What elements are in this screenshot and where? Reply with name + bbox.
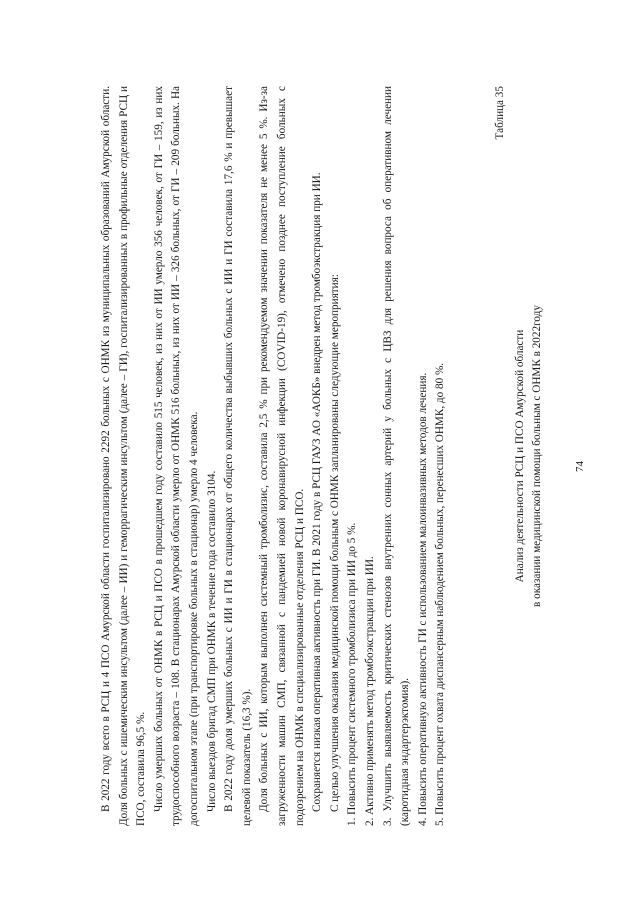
paragraph: В 2022 году всего в РСЦ и 4 ПСО Амурской области госпитализировано 2292 больных с ОНМК из муниципальных образований Амурской области. Доля больных с ишемическим инсультом (далее – ИИ) и геморрагическим инсультом (далее – ГИ), госпитализированных в профильные отделения РСЦ и ПСО, составила 96,5 %. [100, 86, 148, 826]
paragraph: Сохраняется низкая оперативная активность при ГИ. В 2021 году в РСЦ ГАУЗ АО «АОКБ» внедрен метод тромбоэкстракция при ИИ. [311, 172, 324, 812]
body-text [98, 86, 450, 826]
list-item: 3. Улучшить выявляемость критических стенозов внутренних сонных артерий у больных с ЦВЗ для решения вопроса об оперативном лечении (каротидная эндартерэктомия). [381, 86, 412, 826]
list-item: 2. Активно применять метод тромбоэкстракции при ИИ. [363, 556, 376, 826]
caption-line: Анализ деятельности РСЦ и ПСО Амурской области [514, 329, 526, 583]
list-item: 5. Повысить процент охвата диспансерным наблюдением больных, перенесших ОНМК, до 80 %. [434, 362, 447, 826]
paragraph: Доля больных с ИИ, которым выполнен системный тромболизис, составила 2,5 % при рекомендуемом значении показателя не менее 5 %. Из-за загруженности машин СМП, связанной с пандемией новой коронавирусной инфекции (COVID-19), отмечено позднее поступление больных с подозрением на ОНМК в специализированные отделения РСЦ и ПСО. [258, 86, 306, 826]
caption-line: в оказании медицинской помощи больным с ОНМК в 2022году [531, 305, 543, 607]
table-label: Таблица 35 [494, 86, 506, 140]
page-number: 74 [574, 461, 586, 472]
paragraph: В 2022 году доля умерших больных с ИИ и ГИ в стационарах от общего количества выбывших больных с ИИ и ГИ составила 17,6 % и превышает целевой показатель (16,3 %). [223, 86, 253, 826]
list-item: 4. Повысить оперативную активность ГИ с использованием малоинвазивных методов лечения. [416, 372, 429, 826]
measures-list [344, 86, 450, 826]
paragraph: Число выездов бригад СМП при ОНМК в течение года составило 3104. [205, 470, 218, 812]
table-caption [512, 86, 546, 826]
paragraph: С целью улучшения оказания медицинской помощи больным с ОНМК запланированы следующие мероприятия: [328, 274, 341, 812]
paragraph: Число умерших больных от ОНМК в РСЦ и ПСО в прошедшем году составило 515 человек, из них от ИИ умерло 356 человек, от ГИ – 159, из них трудоспособного возраста – 108. В стационарах Амурской области умерло от ОНМК 516 больных, из них от ИИ – 326 больных, от ГИ – 209 больных. На догоспитальном этапе (при транспортировке больных в стационар) умерло 4 человека. [152, 86, 200, 826]
list-item: 1. Повысить процент системного тромболизиса при ИИ до 5 %. [346, 522, 359, 826]
